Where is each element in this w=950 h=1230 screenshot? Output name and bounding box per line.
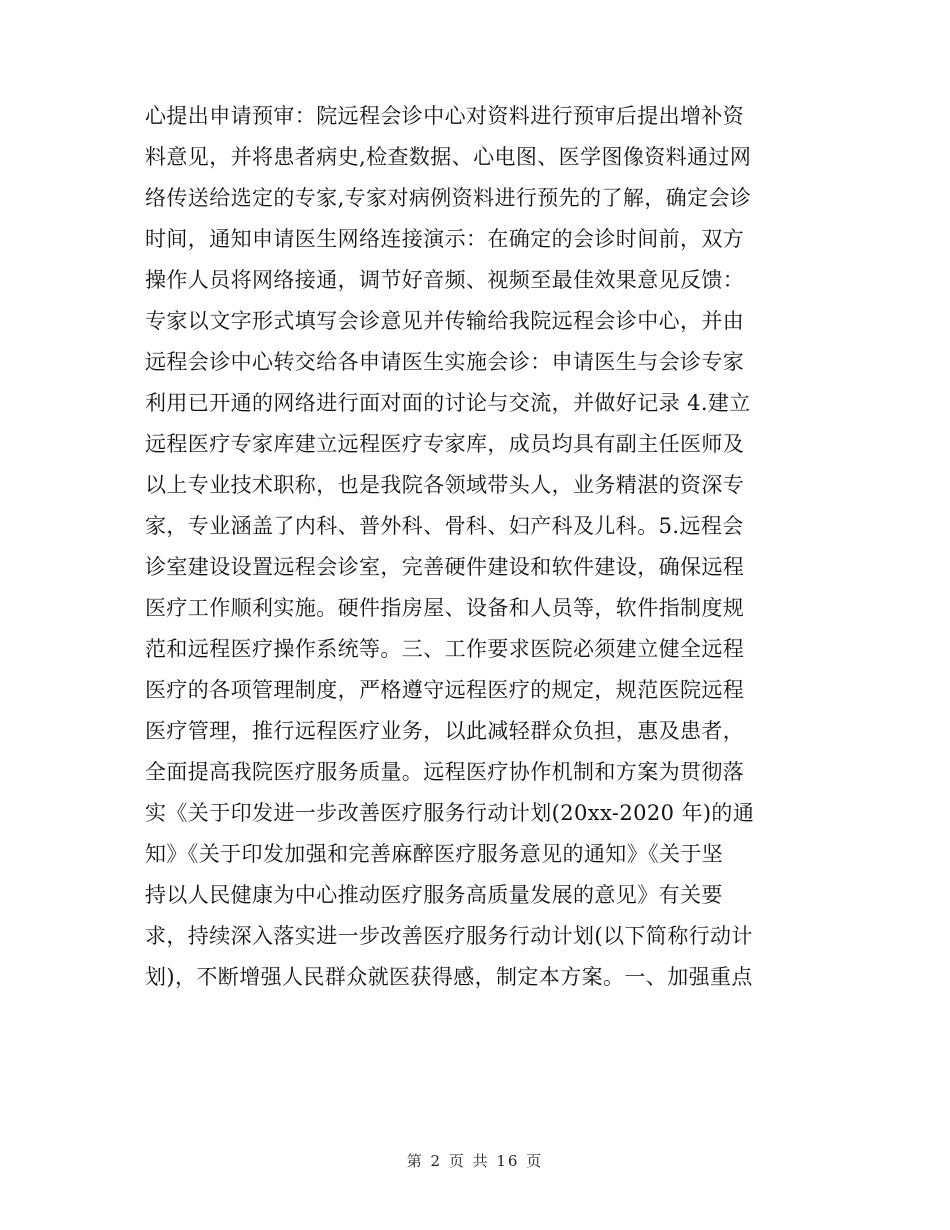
text-line-16: 医疗管理，推行远程医疗业务，以此减轻群众负担，惠及患者，	[145, 719, 745, 743]
text-line-11: 家，专业涵盖了内科、普外科、骨科、妇产科及儿科。5.远程会	[145, 514, 744, 538]
text-line-5: 操作人员将网络接通，调节好音频、视频至最佳效果意见反馈：	[145, 268, 745, 292]
text-line-8: 利用已开通的网络进行面对面的讨论与交流，并做好记录 4.建立	[145, 391, 751, 415]
text-line-22: 划)，不断增强人民群众就医获得感，制定本方案。一、加强重点	[145, 965, 753, 989]
text-line-15: 医疗的各项管理制度，严格遵守远程医疗的规定，规范医院远程	[145, 678, 745, 702]
text-line-4: 时间，通知申请医生网络连接演示：在确定的会诊时间前，双方	[145, 227, 745, 251]
text-line-18: 实《关于印发进一步改善医疗服务行动计划(20xx-2020 年)的通	[145, 801, 755, 825]
text-line-14: 范和远程医疗操作系统等。三、工作要求医院必须建立健全远程	[145, 637, 745, 661]
text-line-9: 远程医疗专家库建立远程医疗专家库，成员均具有副主任医师及	[145, 432, 745, 456]
page-footer: 第 2 页 共 16 页	[406, 1152, 544, 1170]
text-line-2: 料意见，并将患者病史,检查数据、心电图、医学图像资料通过网	[145, 145, 752, 169]
text-line-7: 远程会诊中心转交给各申请医生实施会诊：申请医生与会诊专家	[145, 350, 745, 374]
text-line-19: 知》《关于印发加强和完善麻醉医疗服务意见的通知》《关于坚	[145, 842, 724, 866]
text-line-13: 医疗工作顺利实施。硬件指房屋、设备和人员等，软件指制度规	[145, 596, 745, 620]
text-line-3: 络传送给选定的专家,专家对病例资料进行预先的了解，确定会诊	[145, 186, 752, 210]
text-line-10: 以上专业技术职称，也是我院各领域带头人，业务精湛的资深专	[145, 473, 745, 497]
text-line-21: 求，持续深入落实进一步改善医疗服务行动计划(以下简称行动计	[145, 924, 753, 948]
body-text	[145, 96, 807, 998]
text-line-20: 持以人民健康为中心推动医疗服务高质量发展的意见》有关要	[145, 883, 723, 907]
text-line-6: 专家以文字形式填写会诊意见并传输给我院远程会诊中心，并由	[145, 309, 745, 333]
text-line-1: 心提出申请预审：院远程会诊中心对资料进行预审后提出增补资	[145, 104, 745, 128]
text-line-17: 全面提高我院医疗服务质量。远程医疗协作机制和方案为贯彻落	[145, 760, 745, 784]
text-line-12: 诊室建设设置远程会诊室，完善硬件建设和软件建设，确保远程	[145, 555, 745, 579]
